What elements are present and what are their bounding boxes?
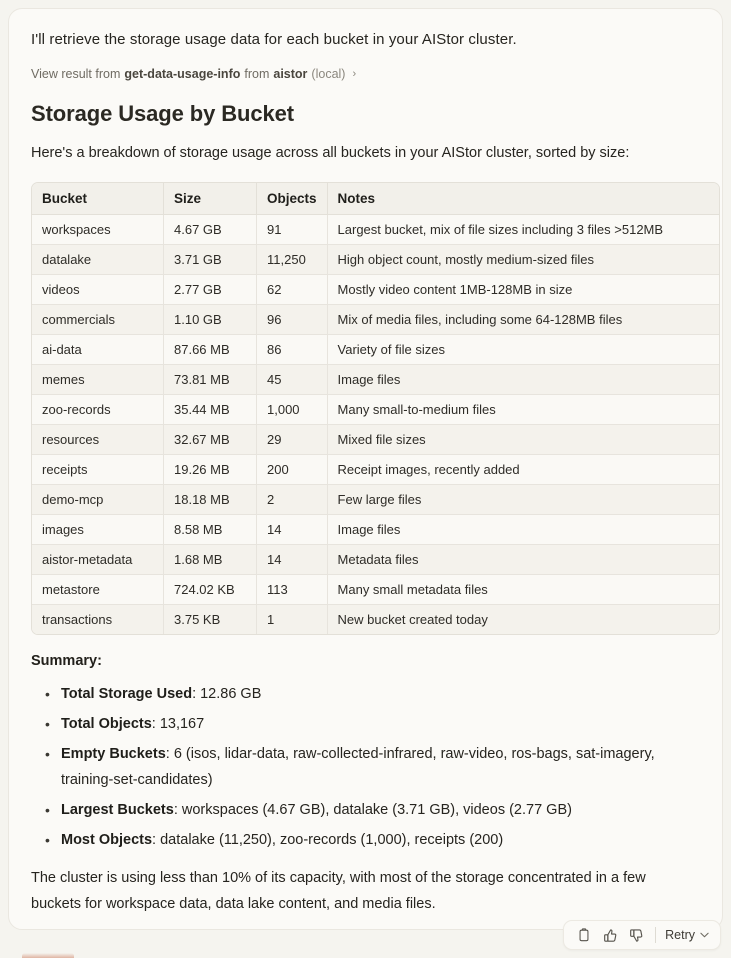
thumbs-down-button[interactable] <box>624 923 648 947</box>
tool-name: get-data-usage-info <box>124 67 241 81</box>
bucket-cell: workspaces <box>32 215 164 245</box>
chevron-down-icon <box>700 932 709 938</box>
bucket-cell: resources <box>32 425 164 455</box>
assistant-message-card <box>8 8 723 930</box>
summary-list <box>23 681 708 853</box>
objects-cell: 14 <box>257 515 328 545</box>
objects-cell: 91 <box>257 215 328 245</box>
closing-paragraph: The cluster is using less than 10% of its capacity, with most of the storage concentrated in a few buckets for workspace data, data lake content, and media files. <box>31 870 646 912</box>
objects-cell: 86 <box>257 335 328 365</box>
table-row <box>32 305 719 335</box>
summary-item <box>61 741 708 793</box>
tool-result-prefix: View result from <box>31 67 121 81</box>
summary-item-label: Empty Buckets <box>61 746 166 762</box>
objects-cell: 11,250 <box>257 245 328 275</box>
objects-cell: 14 <box>257 545 328 575</box>
size-cell: 1.68 MB <box>164 545 257 575</box>
notes-cell: Many small-to-medium files <box>328 395 719 425</box>
table-row <box>32 515 719 545</box>
summary-item <box>61 827 708 853</box>
objects-cell: 1 <box>257 605 328 634</box>
summary-item <box>61 797 708 823</box>
column-header-objects: Objects <box>257 183 328 215</box>
notes-cell: Mixed file sizes <box>328 425 719 455</box>
table-row <box>32 365 719 395</box>
summary-item-value: : 6 (isos, lidar-data, raw-collected-infrared, raw-video, ros-bags, sat-imagery, training-set-candidates) <box>61 746 655 788</box>
objects-cell: 113 <box>257 575 328 605</box>
table-row <box>32 455 719 485</box>
tool-scope: (local) <box>311 67 346 81</box>
message-action-bar <box>563 920 721 950</box>
table-row <box>32 395 719 425</box>
table-row <box>32 605 719 634</box>
table-row <box>32 575 719 605</box>
notes-cell: Image files <box>328 515 719 545</box>
objects-cell: 1,000 <box>257 395 328 425</box>
bucket-cell: zoo-records <box>32 395 164 425</box>
table-body <box>32 215 719 634</box>
objects-cell: 200 <box>257 455 328 485</box>
size-cell: 87.66 MB <box>164 335 257 365</box>
summary-item-value: : datalake (11,250), zoo-records (1,000), receipts (200) <box>152 832 504 848</box>
notes-cell: Image files <box>328 365 719 395</box>
clipboard-icon <box>577 928 591 942</box>
table-row <box>32 485 719 515</box>
size-cell: 3.71 GB <box>164 245 257 275</box>
thumbs-up-button[interactable] <box>598 923 622 947</box>
table-header <box>32 183 719 215</box>
column-header-notes: Notes <box>328 183 719 215</box>
bucket-cell: metastore <box>32 575 164 605</box>
bucket-cell: demo-mcp <box>32 485 164 515</box>
bucket-cell: receipts <box>32 455 164 485</box>
table-row <box>32 425 719 455</box>
chevron-right-icon: › <box>352 67 357 80</box>
summary-heading: Summary: <box>31 653 102 669</box>
summary-item <box>61 711 708 737</box>
bucket-cell: aistor-metadata <box>32 545 164 575</box>
bucket-cell: videos <box>32 275 164 305</box>
size-cell: 32.67 MB <box>164 425 257 455</box>
tool-result-link[interactable] <box>31 67 356 81</box>
summary-item-label: Total Storage Used <box>61 686 193 702</box>
notes-cell: New bucket created today <box>328 605 719 634</box>
column-header-size: Size <box>164 183 257 215</box>
copy-button[interactable] <box>572 923 596 947</box>
next-message-sliver <box>22 953 74 958</box>
notes-cell: Receipt images, recently added <box>328 455 719 485</box>
column-header-bucket: Bucket <box>32 183 164 215</box>
lead-paragraph: Here's a breakdown of storage usage across all buckets in your AIStor cluster, sorted by size: <box>31 145 630 161</box>
size-cell: 1.10 GB <box>164 305 257 335</box>
storage-usage-table <box>31 182 720 635</box>
notes-cell: Few large files <box>328 485 719 515</box>
objects-cell: 45 <box>257 365 328 395</box>
retry-label: Retry <box>665 928 695 942</box>
summary-item <box>61 681 708 707</box>
thumbs-up-icon <box>603 928 618 943</box>
size-cell: 4.67 GB <box>164 215 257 245</box>
size-cell: 8.58 MB <box>164 515 257 545</box>
table-row <box>32 545 719 575</box>
size-cell: 18.18 MB <box>164 485 257 515</box>
tool-connector: from <box>244 67 270 81</box>
page-title: Storage Usage by Bucket <box>31 101 295 126</box>
summary-item-value: : 12.86 GB <box>192 686 262 702</box>
bucket-cell: transactions <box>32 605 164 634</box>
bucket-cell: ai-data <box>32 335 164 365</box>
retry-button[interactable] <box>663 928 712 942</box>
table-header-row <box>32 183 719 215</box>
summary-item-value: : 13,167 <box>151 716 205 732</box>
notes-cell: Mix of media files, including some 64-128MB files <box>328 305 719 335</box>
objects-cell: 96 <box>257 305 328 335</box>
thumbs-down-icon <box>629 928 644 943</box>
notes-cell: High object count, mostly medium-sized files <box>328 245 719 275</box>
summary-item-value: : workspaces (4.67 GB), datalake (3.71 GB), videos (2.77 GB) <box>173 802 572 818</box>
tool-server-name: aistor <box>273 67 308 81</box>
bucket-cell: images <box>32 515 164 545</box>
summary-item-label: Largest Buckets <box>61 802 174 818</box>
size-cell: 3.75 KB <box>164 605 257 634</box>
notes-cell: Metadata files <box>328 545 719 575</box>
table-row <box>32 275 719 305</box>
objects-cell: 2 <box>257 485 328 515</box>
notes-cell: Largest bucket, mix of file sizes including 3 files >512MB <box>328 215 719 245</box>
intro-paragraph: I'll retrieve the storage usage data for each bucket in your AIStor cluster. <box>31 31 517 48</box>
action-divider <box>655 927 656 943</box>
table-row <box>32 215 719 245</box>
objects-cell: 29 <box>257 425 328 455</box>
notes-cell: Mostly video content 1MB-128MB in size <box>328 275 719 305</box>
notes-cell: Variety of file sizes <box>328 335 719 365</box>
table-row <box>32 335 719 365</box>
table-row <box>32 245 719 275</box>
summary-item-label: Most Objects <box>61 832 153 848</box>
size-cell: 35.44 MB <box>164 395 257 425</box>
objects-cell: 62 <box>257 275 328 305</box>
bucket-cell: memes <box>32 365 164 395</box>
summary-item-label: Total Objects <box>61 716 152 732</box>
size-cell: 724.02 KB <box>164 575 257 605</box>
size-cell: 2.77 GB <box>164 275 257 305</box>
size-cell: 73.81 MB <box>164 365 257 395</box>
bucket-cell: commercials <box>32 305 164 335</box>
bucket-cell: datalake <box>32 245 164 275</box>
notes-cell: Many small metadata files <box>328 575 719 605</box>
size-cell: 19.26 MB <box>164 455 257 485</box>
